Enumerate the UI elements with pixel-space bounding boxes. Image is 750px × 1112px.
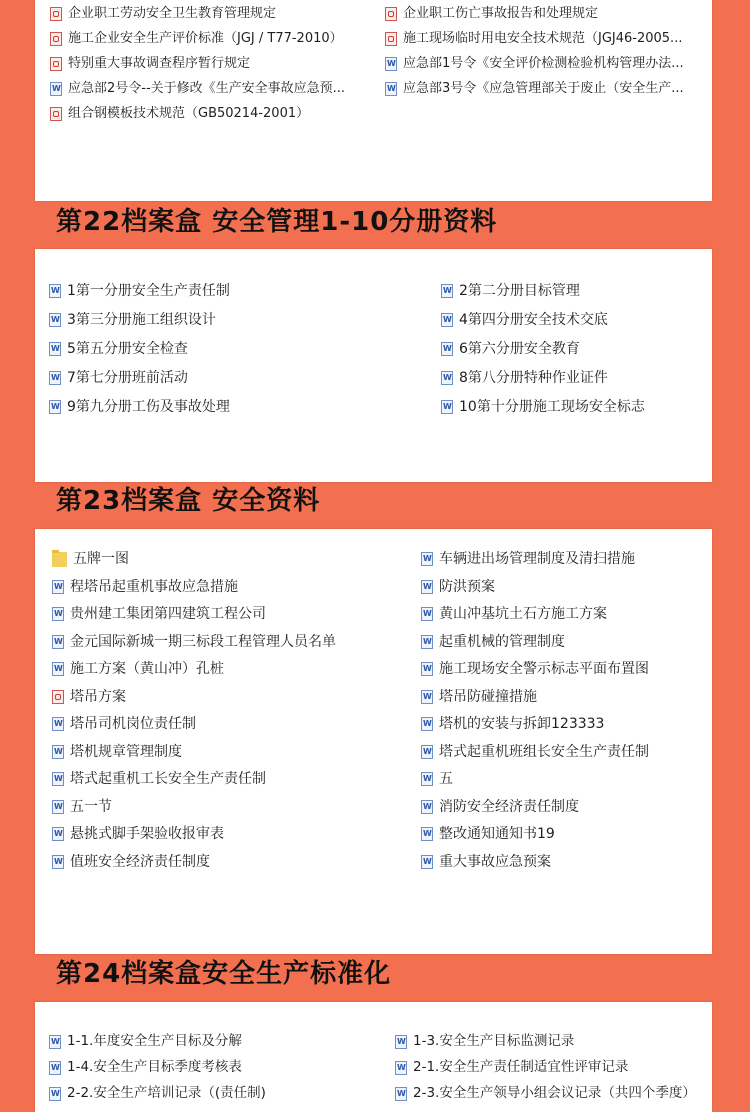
file-name: 整改通知通知书19 (439, 826, 555, 842)
file-item[interactable] (421, 632, 706, 652)
file-name: 8第八分册特种作业证件 (459, 370, 608, 386)
file-item[interactable] (385, 79, 705, 98)
file-name: 企业职工劳动安全卫生教育管理规定 (68, 6, 277, 21)
file-item[interactable] (395, 1084, 707, 1104)
file-item[interactable] (50, 54, 368, 73)
file-item[interactable] (49, 339, 419, 359)
file-item[interactable] (421, 659, 706, 679)
file-item[interactable] (52, 659, 402, 679)
word-doc-icon (441, 400, 453, 414)
file-item[interactable] (395, 1032, 707, 1052)
word-doc-icon (421, 855, 433, 869)
file-name: 2-1.安全生产责任制适宜性评审记录 (413, 1059, 629, 1075)
file-name: 应急部2号令--关于修改《生产安全事故应急预... (68, 81, 346, 96)
file-panel-22 (35, 249, 712, 482)
file-item[interactable] (421, 852, 706, 872)
word-doc-icon (50, 82, 62, 96)
word-doc-icon (421, 800, 433, 814)
file-item[interactable] (49, 368, 419, 388)
file-name: 7第七分册班前活动 (67, 370, 188, 386)
file-name: 4第四分册安全技术交底 (459, 312, 608, 328)
word-doc-icon (52, 662, 64, 676)
file-name: 金元国际新城一期三标段工程管理人员名单 (70, 633, 336, 650)
file-name: 1-1.年度安全生产目标及分解 (67, 1033, 242, 1049)
file-item[interactable] (421, 549, 706, 569)
file-item[interactable] (385, 4, 705, 23)
word-doc-icon (52, 855, 64, 869)
word-doc-icon (421, 552, 433, 566)
file-name: 10第十分册施工现场安全标志 (459, 399, 645, 415)
file-name: 施工现场临时用电安全技术规范（JGJ46-2005... (403, 31, 683, 46)
file-item[interactable] (421, 577, 706, 597)
file-item[interactable] (50, 4, 368, 23)
file-name: 塔式起重机工长安全生产责任制 (70, 771, 266, 787)
file-name: 起重机械的管理制度 (439, 633, 565, 650)
pdf-icon (52, 690, 64, 704)
word-doc-icon (441, 342, 453, 356)
file-name: 5第五分册安全检查 (67, 341, 188, 357)
pdf-icon (385, 32, 397, 46)
word-doc-icon (421, 717, 433, 731)
file-name: 施工企业安全生产评价标准（JGJ / T77-2010） (68, 31, 343, 46)
file-item[interactable] (49, 1084, 389, 1104)
file-item[interactable] (385, 54, 705, 73)
word-doc-icon (421, 745, 433, 759)
file-name: 9第九分册工伤及事故处理 (67, 399, 230, 415)
file-item[interactable] (395, 1058, 707, 1078)
file-name: 塔吊防碰撞措施 (439, 688, 537, 705)
file-name: 五一节 (70, 798, 112, 815)
file-name: 6第六分册安全教育 (459, 341, 580, 357)
file-item[interactable] (52, 714, 402, 734)
file-item[interactable] (52, 769, 402, 789)
word-doc-icon (49, 313, 61, 327)
file-name: 值班安全经济责任制度 (70, 853, 210, 870)
file-item[interactable] (49, 1058, 389, 1078)
section-heading-23: 第23档案盒 安全资料 (56, 486, 321, 516)
pdf-icon (50, 57, 62, 71)
word-doc-icon (441, 371, 453, 385)
file-name: 塔机规章管理制度 (70, 743, 182, 760)
word-doc-icon (395, 1061, 407, 1075)
word-doc-icon (421, 607, 433, 621)
file-item[interactable] (421, 604, 706, 624)
file-item[interactable] (49, 310, 419, 330)
word-doc-icon (52, 827, 64, 841)
file-name: 1-3.安全生产目标监测记录 (413, 1033, 575, 1049)
file-name: 贵州建工集团第四建筑工程公司 (70, 606, 266, 622)
file-name: 程塔吊起重机事故应急措施 (70, 578, 238, 595)
file-item[interactable] (52, 549, 402, 569)
folder-icon (52, 552, 67, 567)
word-doc-icon (421, 580, 433, 594)
word-doc-icon (421, 662, 433, 676)
word-doc-icon (52, 800, 64, 814)
file-item[interactable] (52, 852, 402, 872)
file-name: 重大事故应急预案 (439, 853, 551, 870)
file-item[interactable] (441, 281, 706, 301)
pdf-icon (50, 7, 62, 21)
file-item[interactable] (52, 742, 402, 762)
file-name: 组合钢模板技术规范（GB50214-2001） (68, 106, 310, 121)
pdf-icon (50, 32, 62, 46)
section-heading-22: 第22档案盒 安全管理1-10分册资料 (56, 207, 498, 237)
word-doc-icon (385, 57, 397, 71)
file-name: 1第一分册安全生产责任制 (67, 283, 230, 299)
file-item[interactable] (50, 29, 368, 48)
word-doc-icon (441, 284, 453, 298)
file-name: 防洪预案 (439, 578, 495, 595)
file-name: 特别重大事故调查程序暂行规定 (68, 56, 251, 71)
section-heading-24: 第24档案盒安全生产标准化 (56, 959, 392, 989)
file-item[interactable] (52, 797, 402, 817)
word-doc-icon (52, 580, 64, 594)
file-item[interactable] (52, 687, 402, 707)
file-name: 悬挑式脚手架验收报审表 (70, 826, 224, 842)
word-doc-icon (49, 284, 61, 298)
file-item[interactable] (52, 824, 402, 844)
file-name: 塔机的安装与拆卸123333 (439, 716, 605, 732)
file-name: 施工方案（黄山冲）孔桩 (70, 661, 224, 677)
word-doc-icon (52, 717, 64, 731)
file-item[interactable] (421, 824, 706, 844)
file-name: 塔吊方案 (70, 688, 126, 705)
file-name: 塔吊司机岗位责任制 (70, 716, 196, 732)
file-item[interactable] (52, 577, 402, 597)
file-item[interactable] (50, 79, 368, 98)
file-item[interactable] (421, 769, 706, 789)
file-item[interactable] (441, 339, 706, 359)
file-name: 企业职工伤亡事故报告和处理规定 (403, 6, 599, 21)
word-doc-icon (52, 635, 64, 649)
file-item[interactable] (421, 797, 706, 817)
file-name: 2-3.安全生产领导小组会议记录（共四个季度） (413, 1085, 696, 1101)
file-item[interactable] (441, 310, 706, 330)
file-item[interactable] (441, 397, 706, 417)
file-name: 应急部1号令《安全评价检测检验机构管理办法... (403, 56, 684, 71)
word-doc-icon (49, 371, 61, 385)
pdf-icon (385, 7, 397, 21)
file-name: 3第三分册施工组织设计 (67, 312, 216, 328)
word-doc-icon (49, 1035, 61, 1049)
file-item[interactable] (50, 104, 368, 123)
file-name: 五 (439, 771, 453, 787)
word-doc-icon (49, 342, 61, 356)
file-panel-top (35, 0, 712, 201)
file-name: 2-2.安全生产培训记录（(责任制) (67, 1085, 266, 1101)
file-item[interactable] (421, 714, 706, 734)
file-name: 车辆进出场管理制度及清扫措施 (439, 551, 635, 567)
word-doc-icon (385, 82, 397, 96)
word-doc-icon (52, 745, 64, 759)
file-panel-24 (35, 1002, 712, 1112)
file-item[interactable] (49, 281, 419, 301)
file-item[interactable] (385, 29, 705, 48)
file-item[interactable] (441, 368, 706, 388)
file-name: 2第二分册目标管理 (459, 283, 580, 299)
file-item[interactable] (421, 742, 706, 762)
file-item[interactable] (421, 687, 706, 707)
file-item[interactable] (49, 397, 419, 417)
word-doc-icon (49, 1061, 61, 1075)
file-name: 塔式起重机班组长安全生产责任制 (439, 743, 649, 760)
file-panel-23 (35, 529, 712, 954)
file-name: 黄山冲基坑土石方施工方案 (439, 606, 607, 622)
word-doc-icon (52, 607, 64, 621)
file-name: 五牌一图 (73, 551, 129, 567)
word-doc-icon (441, 313, 453, 327)
file-item[interactable] (52, 604, 402, 624)
file-name: 消防安全经济责任制度 (439, 798, 579, 815)
word-doc-icon (421, 635, 433, 649)
file-item[interactable] (52, 632, 402, 652)
word-doc-icon (395, 1035, 407, 1049)
file-name: 施工现场安全警示标志平面布置图 (439, 661, 649, 677)
word-doc-icon (49, 400, 61, 414)
file-name: 1-4.安全生产目标季度考核表 (67, 1059, 242, 1075)
word-doc-icon (52, 772, 64, 786)
file-item[interactable] (49, 1032, 389, 1052)
word-doc-icon (421, 827, 433, 841)
file-name: 应急部3号令《应急管理部关于废止（安全生产... (403, 81, 684, 96)
word-doc-icon (421, 690, 433, 704)
pdf-icon (50, 107, 62, 121)
word-doc-icon (421, 772, 433, 786)
